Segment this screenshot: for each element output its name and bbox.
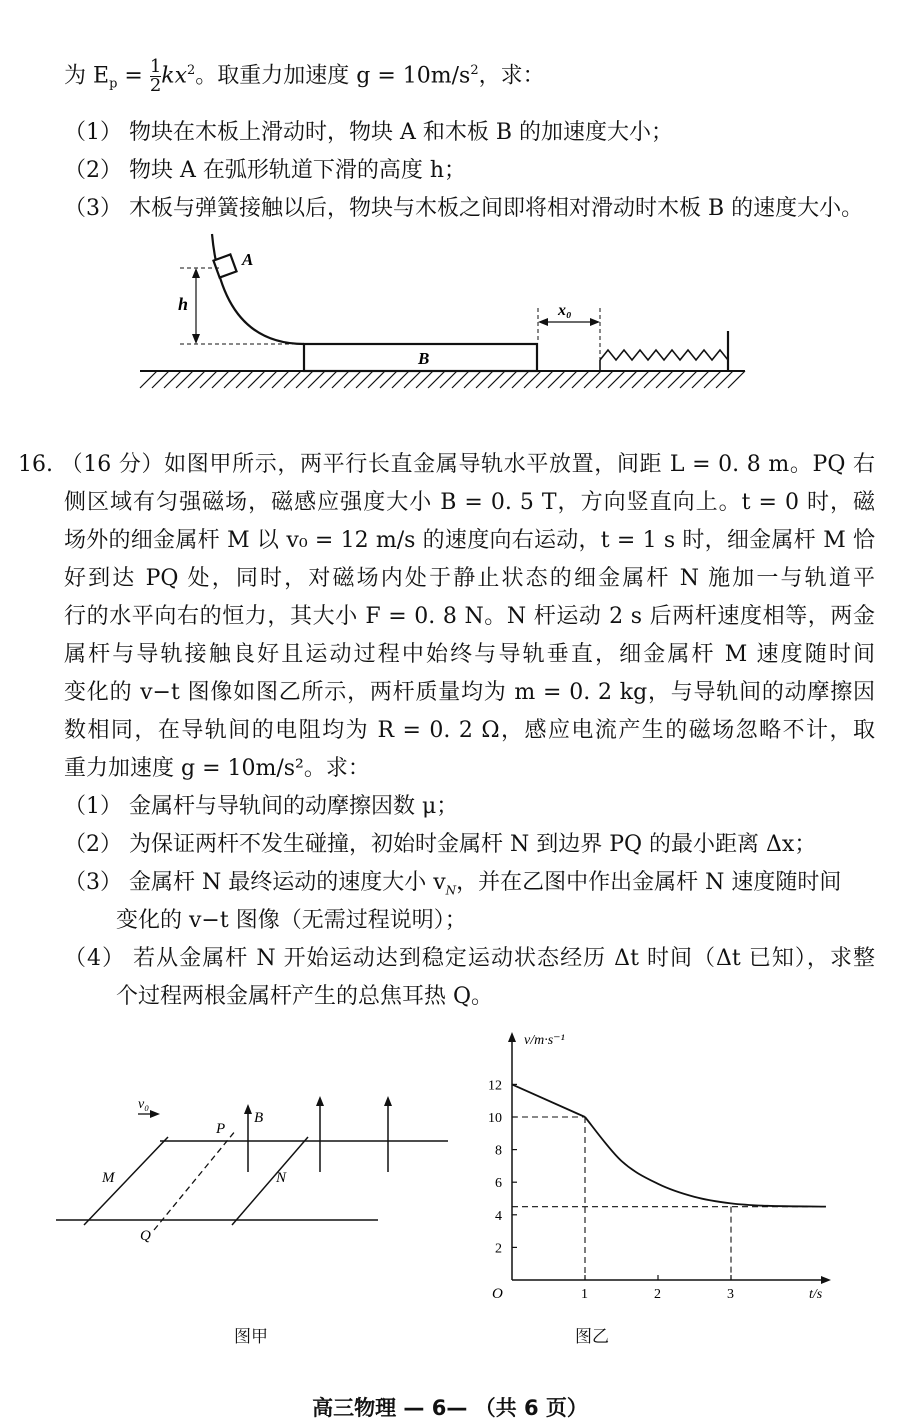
- x-tick-label: 2: [654, 1287, 661, 1302]
- curved-track: [212, 234, 304, 344]
- ground-hatching: [140, 371, 745, 388]
- question-15-3: （3） 木板与弹簧接触以后，物块与木板之间即将相对滑动时木板 B 的速度大小。: [64, 196, 864, 221]
- label-b: B: [418, 349, 430, 368]
- label-x0: x₀: [558, 302, 572, 319]
- y-tick-label: 2: [495, 1241, 502, 1257]
- x-tick-label: 1: [581, 1287, 588, 1302]
- label-b-field: B: [254, 1110, 264, 1126]
- series-curve-segment: [585, 1117, 826, 1207]
- label-h: h: [178, 294, 189, 314]
- label-n: N: [276, 1170, 287, 1186]
- label-a: A: [242, 250, 254, 269]
- y-tick-label: 12: [488, 1078, 502, 1094]
- question-16-4: （4） 若从金属杆 N 开始运动达到稳定运动状态经历 Δt 时间（Δt 已知），求整: [64, 946, 875, 971]
- y-tick-label: 4: [495, 1208, 502, 1224]
- figure-jia: [50, 1090, 460, 1260]
- label-m: M: [102, 1170, 115, 1186]
- question-16-3-cont: 变化的 v−t 图像（无需过程说明）；: [116, 908, 467, 933]
- boundary-pq: [154, 1130, 236, 1230]
- y-tick-label: 8: [495, 1143, 502, 1159]
- label-v0: v₀: [138, 1097, 150, 1112]
- question-15-2: （2） 物块 A 在弧形轨道下滑的高度 h；: [64, 158, 467, 183]
- question-16-1: （1） 金属杆与导轨间的动摩擦因数 μ；: [64, 794, 459, 819]
- chart-ylabel: v/m·s⁻¹: [524, 1033, 565, 1048]
- label-q: Q: [140, 1228, 151, 1244]
- fraction: $\frac{1}{2}$: [149, 55, 162, 96]
- question-16-4-cont: 个过程两根金属杆产生的总焦耳热 Q。: [116, 984, 494, 1009]
- chart-ticks: [488, 1078, 734, 1302]
- series-line-segment: [512, 1084, 585, 1117]
- x-tick-label: 3: [727, 1287, 734, 1302]
- chart-origin-label: O: [492, 1286, 503, 1302]
- page-footer: 高三物理 — 6— （共 6 页）: [312, 1396, 588, 1420]
- caption-yi: 图乙: [575, 1327, 609, 1347]
- question-16-2: （2） 为保证两杆不发生碰撞，初始时金属杆 N 到边界 PQ 的最小距离 Δx；: [64, 832, 817, 857]
- figure-yi-chart: [480, 1022, 840, 1312]
- spring: [600, 350, 728, 360]
- question-16-3: （3） 金属杆 N 最终运动的速度大小 $v_N$，并在乙图中作出金属杆 N 速度随时间: [64, 870, 842, 898]
- chart-axes: [508, 1032, 831, 1284]
- y-axis-arrow: [508, 1032, 516, 1042]
- label-p: P: [216, 1121, 226, 1137]
- chart-series: [512, 1084, 826, 1206]
- chart-guides: [512, 1117, 826, 1280]
- x-axis-arrow: [821, 1276, 831, 1284]
- y-tick-label: 10: [488, 1111, 502, 1126]
- rod-m: [84, 1137, 168, 1225]
- question-15-1: （1） 物块在木板上滑动时，物块 A 和木板 B 的加速度大小；: [64, 120, 674, 145]
- figure-15: [130, 230, 760, 395]
- block-a: [213, 254, 236, 277]
- rod-n: [232, 1137, 308, 1225]
- y-tick-label: 6: [495, 1176, 502, 1192]
- caption-jia: 图甲: [234, 1327, 268, 1347]
- formula-line: 为 $E_p$ = $\frac{1}{2}$ $kx^2$。取重力加速度 $g = 10m/s^2$，求：: [64, 55, 545, 96]
- chart-xlabel: t/s: [809, 1287, 823, 1302]
